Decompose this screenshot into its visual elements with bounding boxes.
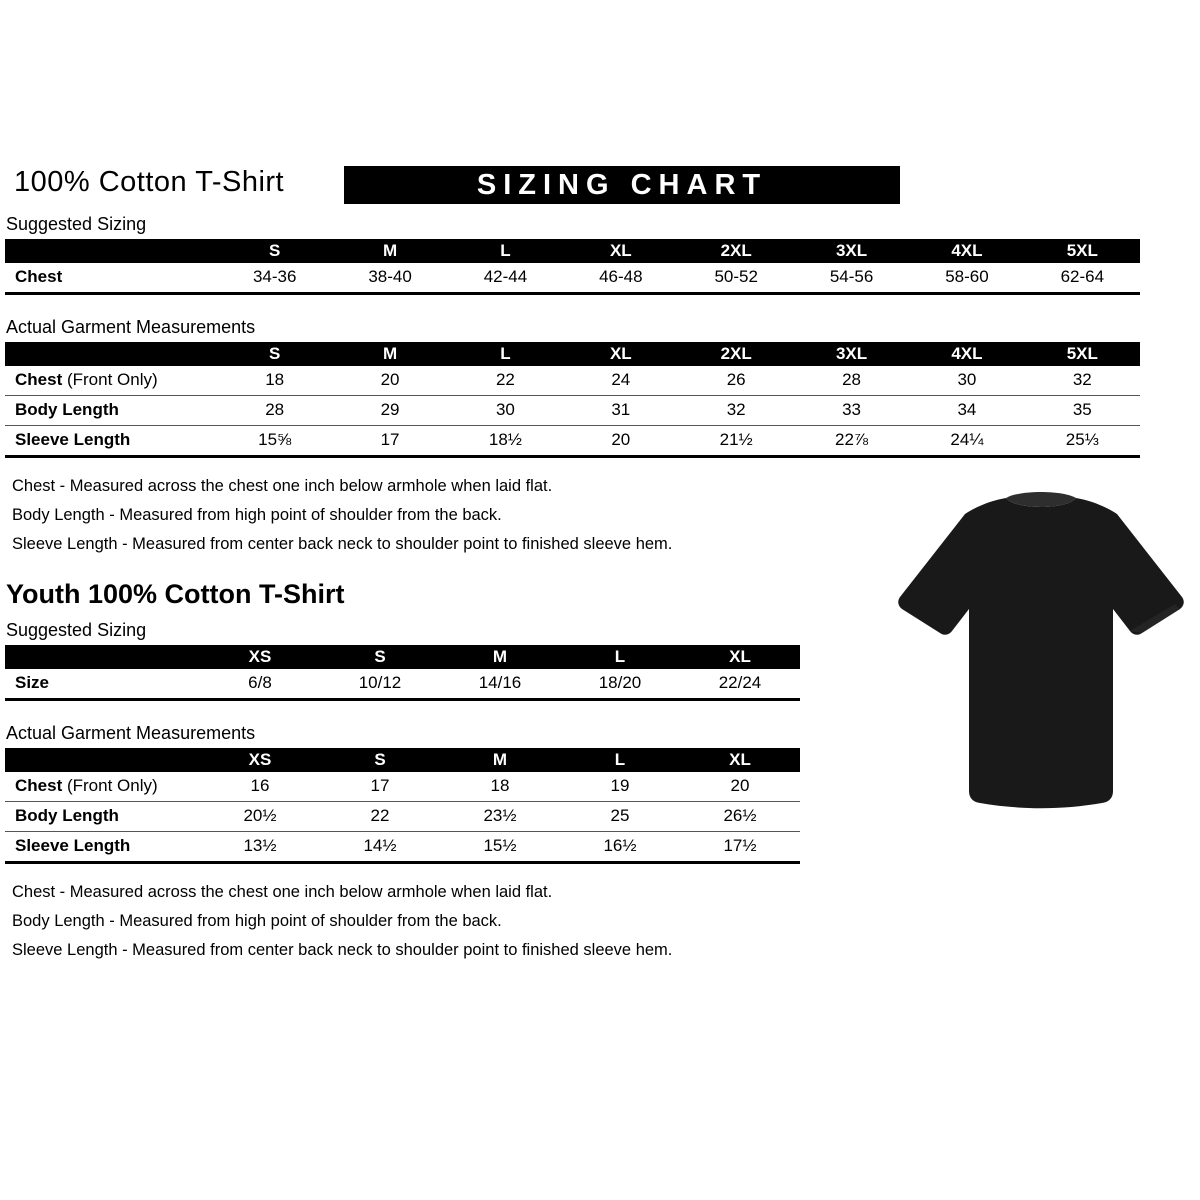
row-label-note: (Front Only) [62, 776, 158, 795]
table-cell: 14/16 [478, 673, 522, 692]
column-header: 5XL [1025, 342, 1140, 366]
column-header: L [560, 748, 680, 772]
page-header [0, 0, 1200, 204]
youth-suggested-label: Suggested Sizing [6, 620, 147, 640]
row-label-text: Sleeve Length [15, 836, 131, 855]
row-label-text: Body Length [15, 400, 119, 419]
column-header: S [320, 645, 440, 669]
row-label-note: (Front Only) [62, 370, 158, 389]
table-cell: 6/8 [248, 673, 272, 692]
tshirt-body [898, 498, 1183, 808]
table-cell: 30 [957, 370, 977, 389]
table-cell: 17 [380, 430, 400, 449]
table-cell: 21½ [719, 430, 753, 449]
note-chest: Chest - Measured across the chest one inch below armhole when laid flat. [12, 883, 553, 901]
column-header: XL [680, 748, 800, 772]
table-cell: 13½ [243, 836, 277, 855]
column-header: S [320, 748, 440, 772]
row-label [5, 802, 200, 832]
column-header: M [332, 342, 447, 366]
table-header-row [5, 748, 800, 772]
corner-cell [5, 748, 200, 772]
table-cell: 22/24 [718, 673, 762, 692]
column-header: XS [200, 748, 320, 772]
column-header: XL [563, 342, 678, 366]
table-cell: 35 [1072, 400, 1092, 419]
table-cell: 34 [957, 400, 977, 419]
table-cell: 38-40 [368, 267, 412, 286]
table-cell: 17½ [723, 836, 757, 855]
column-header: XS [200, 645, 320, 669]
adult-suggested-table [5, 239, 1140, 295]
table-cell: 34-36 [252, 267, 297, 286]
youth-garment-table [5, 748, 800, 864]
column-header: S [217, 239, 332, 263]
youth-notes [12, 878, 1200, 965]
column-header: 5XL [1025, 239, 1140, 263]
note-sleeve-length: Sleeve Length - Measured from center back neck to shoulder point to finished sleeve hem. [12, 941, 673, 959]
row-label-text: Size [15, 673, 50, 692]
table-row [5, 669, 800, 700]
table-cell: 17 [370, 776, 390, 795]
table-row [5, 802, 800, 832]
column-header: XL [563, 239, 678, 263]
column-header: L [560, 645, 680, 669]
youth-title: Youth 100% Cotton T-Shirt [6, 579, 345, 609]
table-cell: 22⅞ [835, 430, 869, 449]
column-header: 4XL [909, 342, 1024, 366]
adult-suggested-label: Suggested Sizing [6, 214, 147, 234]
table-cell: 50-52 [714, 267, 758, 286]
table-cell: 20½ [243, 806, 277, 825]
column-header: 4XL [909, 239, 1024, 263]
column-header: S [217, 342, 332, 366]
table-cell: 18 [490, 776, 510, 795]
table-row [5, 366, 1140, 396]
corner-cell [5, 342, 217, 366]
table-cell: 25⅓ [1065, 430, 1099, 449]
table-cell: 20 [611, 430, 631, 449]
table-cell: 46-48 [599, 267, 643, 286]
table-cell: 16 [250, 776, 270, 795]
table-cell: 15½ [483, 836, 517, 855]
table-cell: 26 [726, 370, 746, 389]
column-header: M [440, 748, 560, 772]
table-cell: 10/12 [358, 673, 402, 692]
column-header: 2XL [679, 342, 794, 366]
table-header-row [5, 645, 800, 669]
corner-cell [5, 239, 217, 263]
table-row [5, 832, 800, 863]
table-cell: 19 [610, 776, 630, 795]
note-body-length: Body Length - Measured from high point of shoulder from the back. [12, 912, 502, 930]
table-cell: 18 [265, 370, 285, 389]
column-header: L [448, 342, 563, 366]
table-row [5, 263, 1140, 294]
row-label [5, 772, 200, 802]
table-header-row [5, 239, 1140, 263]
column-header: XL [680, 645, 800, 669]
note-sleeve-length: Sleeve Length - Measured from center back neck to shoulder point to finished sleeve hem. [12, 535, 673, 553]
column-header: M [332, 239, 447, 263]
table-cell: 25 [610, 806, 630, 825]
table-cell: 20 [380, 370, 400, 389]
corner-cell [5, 645, 200, 669]
table-row [5, 426, 1140, 457]
column-header: 3XL [794, 342, 909, 366]
tshirt-graphic [893, 476, 1189, 818]
table-cell: 54-56 [829, 267, 874, 286]
table-cell: 28 [842, 370, 862, 389]
table-cell: 58-60 [945, 267, 989, 286]
sizing-chart-banner: SIZING CHART [344, 166, 900, 204]
table-cell: 32 [726, 400, 746, 419]
row-label-text: Body Length [15, 806, 119, 825]
row-label-text: Chest [15, 370, 63, 389]
row-label-text: Chest [15, 776, 63, 795]
table-cell: 22 [370, 806, 390, 825]
table-cell: 42-44 [483, 267, 528, 286]
row-label [5, 426, 217, 457]
table-cell: 24 [611, 370, 631, 389]
table-row [5, 772, 800, 802]
table-cell: 14½ [363, 836, 397, 855]
youth-suggested-table [5, 645, 800, 701]
column-header: 3XL [794, 239, 909, 263]
table-cell: 30 [495, 400, 515, 419]
table-cell: 20 [730, 776, 750, 795]
column-header: L [448, 239, 563, 263]
table-cell: 22 [495, 370, 515, 389]
table-cell: 16½ [603, 836, 637, 855]
row-label-text: Chest [15, 267, 63, 286]
table-cell: 18/20 [598, 673, 642, 692]
table-cell: 33 [842, 400, 862, 419]
table-cell: 62-64 [1060, 267, 1105, 286]
row-label [5, 832, 200, 863]
table-cell: 18½ [488, 430, 522, 449]
row-label [5, 669, 200, 700]
page-title: 100% Cotton T-Shirt [14, 166, 285, 198]
youth-garment-label: Actual Garment Measurements [6, 723, 256, 743]
table-cell: 23½ [483, 806, 517, 825]
table-cell: 29 [380, 400, 400, 419]
row-label [5, 366, 217, 396]
table-header-row [5, 342, 1140, 366]
table-cell: 26½ [723, 806, 757, 825]
table-row [5, 396, 1140, 426]
column-header: 2XL [679, 239, 794, 263]
table-cell: 32 [1072, 370, 1092, 389]
row-label-text: Sleeve Length [15, 430, 131, 449]
row-label [5, 263, 217, 294]
adult-garment-table [5, 342, 1140, 458]
adult-garment-label: Actual Garment Measurements [6, 317, 256, 337]
table-cell: 24¼ [950, 430, 984, 449]
table-cell: 28 [265, 400, 285, 419]
row-label [5, 396, 217, 426]
table-cell: 31 [611, 400, 631, 419]
tshirt-image [893, 476, 1189, 818]
column-header: M [440, 645, 560, 669]
note-chest: Chest - Measured across the chest one inch below armhole when laid flat. [12, 477, 553, 495]
note-body-length: Body Length - Measured from high point of shoulder from the back. [12, 506, 502, 524]
table-cell: 15⅝ [258, 430, 292, 449]
